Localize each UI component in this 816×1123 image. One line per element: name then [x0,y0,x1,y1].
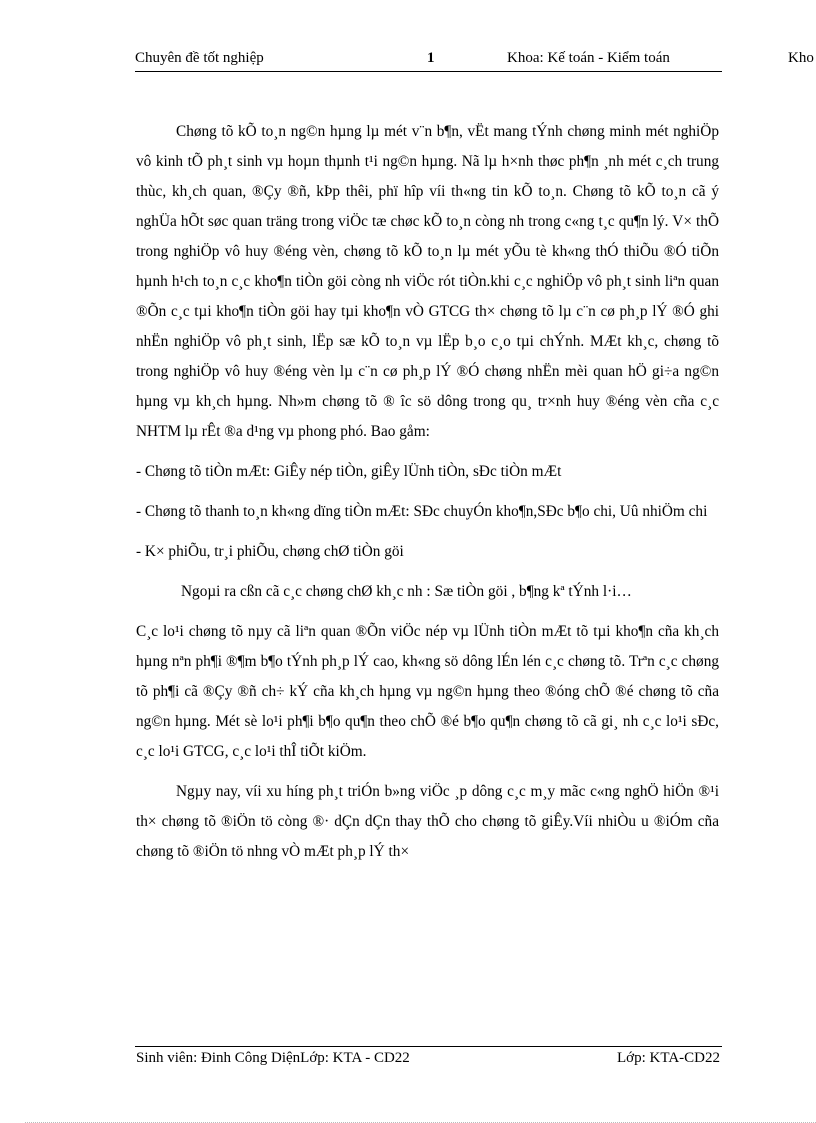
footer-divider [135,1046,722,1047]
list-item-bonds-certificates: - K× phiÕu, tr¸i phiÕu, chøng chØ tiÒn göi [136,543,404,560]
page-header [135,48,816,72]
paragraph-other-certificates: Ngoµi ra cßn cã c¸c chøng chØ kh¸c nh : Sæ tiÒn göi , b¶ng kª tÝnh l·i… [181,583,632,600]
page-number: 1 [427,50,435,66]
header-overflow-text: Kho [788,50,814,66]
header-thesis-title: Chuyên đề tốt nghiệp [135,50,264,66]
footer-class-info: Lớp: KTA-CD22 [617,1050,720,1066]
paragraph-voucher-definition: Chøng tõ kÕ to¸n ng©n hµng lµ mét v¨n b¶n, vËt mang tÝnh chøng minh mét nghiÖp vô kinh tÕ ph¸t sinh vµ hoµn thµnh t¹i ng©n hµng. Nã lµ h×nh thøc ph¶n ¸nh mét c¸ch trung thùc, kh¸ch quan, ®Çy ®ñ, kÞp thêi, phï hîp víi th«ng tin kÕ to¸n. Chøng tõ kÕ to¸n cã ý nghÜa hÕt søc quan träng trong viÖc tæ chøc kÕ to¸n còng nh trong c«ng t¸c qu¶n lý. V× thÕ trong nghiÖp vô huy ®éng vèn, chøng tõ kÕ to¸n lµ mét yÕu tè kh«ng thÓ thiÕu ®Ó tiÕn hµnh h¹ch to¸n c¸c kho¶n tiÒn göi còng nh viÖc rót tiÒn.khi c¸c nghiÖp vô ph¸t sinh liªn quan ®Õn c¸c tµi kho¶n tiÒn göi hay tµi kho¶n vÒ GTCG th× chøng tõ lµ c¨n cø ph¸p lÝ ®Ó ghi nhËn nghiÖp vô ph¸t sinh, lËp sæ kÕ to¸n vµ lËp b¸o c¸o tµi chÝnh. MÆt kh¸c, chøng tõ trong nghiÖp vô huy ®éng vèn lµ c¨n cø ph¸p lÝ ®Ó chøng nhËn mèi quan hÖ gi÷a ng©n hµng vµ kh¸ch hµng. Nh»m chøng tõ ® îc sö dông trong qu¸ tr×nh huy ®éng vèn cña c¸c NHTM lµ rÊt ®a d¹ng vµ phong phó. Bao gåm: [136,123,719,440]
header-divider [135,71,722,72]
paragraph-voucher-requirements: C¸c lo¹i chøng tõ nµy cã liªn quan ®Õn viÖc nép vµ lÜnh tiÒn mÆt tõ tµi kho¶n cña kh¸ch hµng nªn ph¶i ®¶m b¶o tÝnh ph¸p lÝ cao, kh«ng sö dông lÉn lén c¸c chøng tõ. Trªn c¸c chøng tõ ph¶i cã ®Çy ®ñ ch÷ kÝ cña kh¸ch hµng vµ ng©n hµng theo ®óng chÕ ®é chøng tõ cña ng©n hµng. Mét sè lo¹i ph¶i b¶o qu¶n theo chÕ ®é b¶o qu¶n chøng tõ cã gi¸ nh c¸c lo¹i sÐc, c¸c lo¹i GTCG, c¸c lo¹i thÎ tiÕt kiÖm. [136,623,719,760]
list-item-cash-vouchers: - Chøng tõ tiÒn mÆt: GiÊy nép tiÒn, giÊy lÜnh tiÒn, sÐc tiÒn mÆt [136,463,562,480]
document-body [136,117,719,867]
paragraph-electronic-vouchers: Ngµy nay, víi xu híng ph¸t triÓn b»ng viÖc ¸p dông c¸c m¸y mãc c«ng nghÖ hiÖn ®¹i th× chøng tõ ®iÖn tö còng ®· dÇn dÇn thay thÕ cho chøng tõ giÊy.Víi nhiÒu u ®iÓm cña chøng tõ ®iÖn tö nhng vÒ mÆt ph¸p lÝ th× [136,783,719,860]
header-department: Khoa: Kế toán - Kiểm toán [507,50,670,66]
footer-student-info: Sinh viên: Đinh Công DiệnLớp: KTA - CD22 [136,1050,410,1066]
list-item-noncash-vouchers: - Chøng tõ thanh to¸n kh«ng dïng tiÒn mÆt: SÐc chuyÓn kho¶n,SÐc b¶o chi, Uû nhiÖm chi [136,503,708,520]
